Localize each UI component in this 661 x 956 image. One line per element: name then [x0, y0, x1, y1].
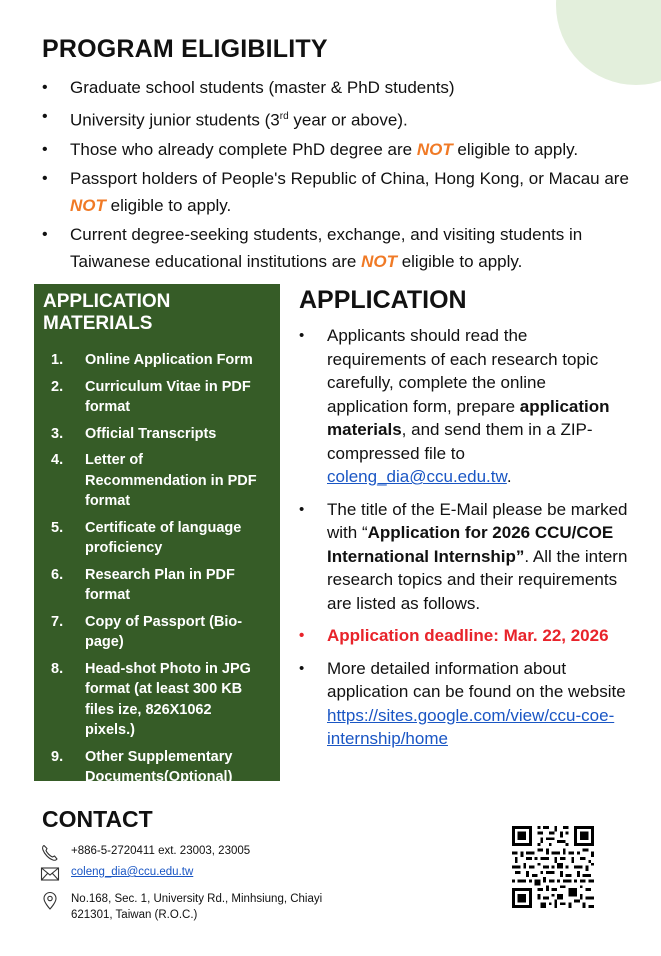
list-item: 8. Head-shot Photo in JPG format (at least 300 KB files ize, 826X1062 pixels.)	[51, 660, 251, 738]
contact-phone-row: +886-5-2720411 ext. 23003, 23005	[40, 843, 340, 863]
list-item: 5. Certificate of language proficiency	[51, 519, 242, 556]
list-item: • Those who already complete PhD degree are NOT eligible to apply.	[40, 136, 640, 163]
contact-title: CONTACT	[42, 806, 153, 832]
contact-email-link[interactable]: coleng_dia@ccu.edu.tw	[71, 866, 194, 878]
email-link[interactable]: coleng_dia@ccu.edu.tw	[327, 467, 507, 486]
list-item: 1. Online Application Form	[51, 352, 253, 368]
application-list	[299, 324, 629, 760]
application-title: APPLICATION	[299, 286, 467, 314]
list-item: 7. Copy of Passport (Bio-page)	[51, 613, 243, 650]
qr-code-icon[interactable]	[512, 826, 594, 908]
list-item: 4. Letter of Recommendation in PDF format	[51, 452, 257, 509]
list-item: 2. Curriculum Vitae in PDF format	[51, 378, 251, 415]
contact-email-row	[40, 864, 340, 884]
decorative-circle	[556, 0, 661, 85]
eligibility-list	[40, 74, 640, 277]
materials-list	[34, 350, 265, 794]
list-item: • Passport holders of People's Republic of China, Hong Kong, or Macau are NOT eligible to apply.	[40, 165, 640, 219]
deadline-item: • Application deadline: Mar. 22, 2026	[299, 624, 629, 648]
materials-title: APPLICATION MATERIALS	[43, 291, 171, 334]
materials-panel	[34, 284, 280, 785]
list-item: • The title of the E-Mail please be marked with “Application for 2026 CCU/COE International Internship”. All the intern research topics and their requirements are listed as follows.	[299, 498, 629, 616]
list-item: • Current degree-seeking students, exchange, and visiting students in Taiwanese educational institutions are NOT eligible to apply.	[40, 221, 640, 275]
contact-address-row: No.168, Sec. 1, University Rd., Minhsiung, Chiayi 621301, Taiwan (R.O.C.)	[40, 891, 340, 925]
eligibility-title: PROGRAM ELIGIBILITY	[42, 35, 328, 63]
list-item: 9. Other Supplementary Documents(Optional)	[51, 748, 233, 785]
list-item: 3. Official Transcripts	[51, 425, 217, 442]
mail-icon	[40, 864, 60, 884]
list-item: • More detailed information about application can be found on the website https://sites.google.com/view/ccu-coe-internship/home	[299, 657, 629, 751]
phone-icon	[40, 843, 60, 863]
list-item: • University junior students (3rd year or above).	[40, 103, 640, 134]
website-link[interactable]: https://sites.google.com/view/ccu-coe-internship/home	[327, 705, 615, 748]
list-item: 6. Research Plan in PDF format	[51, 566, 235, 603]
list-item: • Applicants should read the requirements of each research topic carefully, complete the online application form, prepare application materials, and send them in a ZIP-compressed file to coleng_dia@ccu.edu.tw.	[299, 324, 629, 489]
list-item: • Graduate school students (master & PhD students)	[40, 74, 640, 101]
location-pin-icon	[40, 891, 60, 911]
